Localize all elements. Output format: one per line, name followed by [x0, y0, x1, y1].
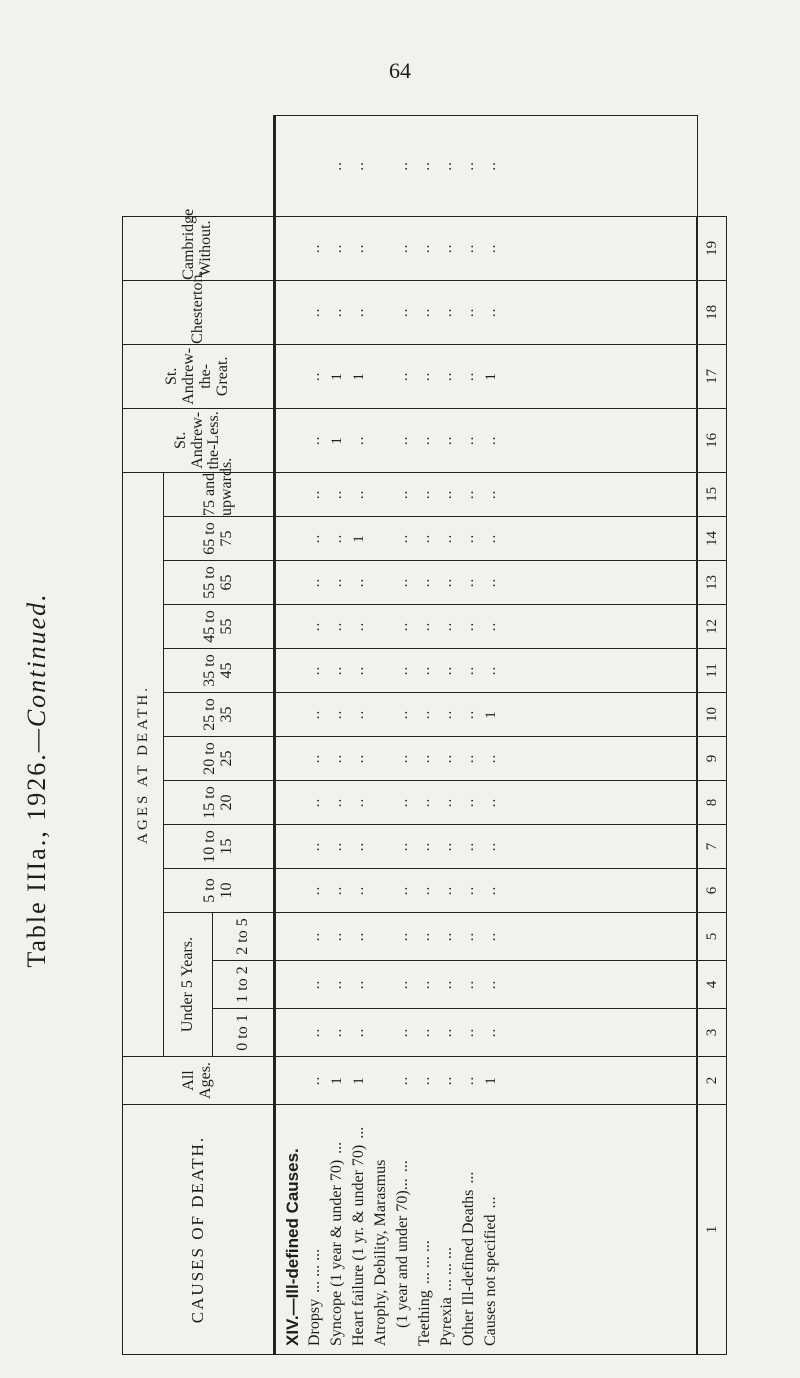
table-cell: ..	[395, 577, 411, 588]
value-column	[275, 280, 698, 344]
cause-label-leader: ... ... ...	[416, 1240, 433, 1285]
table-cell: ..	[329, 243, 345, 254]
table-cell: ..	[329, 533, 345, 544]
value-column	[275, 344, 698, 408]
cause-label	[348, 1113, 370, 1346]
table-cell: ..	[307, 931, 323, 942]
table-cell: ..	[329, 885, 345, 896]
table-cell: ..	[439, 371, 455, 382]
table-cell: ..	[439, 1027, 455, 1038]
table-cell: ..	[483, 307, 499, 318]
cause-label	[304, 1113, 326, 1346]
table-cell: ..	[417, 931, 433, 942]
table-cell: ..	[461, 307, 477, 318]
under5-col-3: 2 to 5	[213, 913, 275, 961]
table-cell: ..	[307, 1075, 323, 1086]
table-cell: ..	[351, 621, 367, 632]
table-cell: ..	[351, 307, 367, 318]
column-number: 4	[697, 961, 727, 1009]
table-cell: ..	[329, 753, 345, 764]
ages-at-death-header: AGES AT DEATH.	[123, 472, 164, 1056]
table-cell	[370, 473, 392, 516]
value-column	[275, 961, 698, 1009]
value-column	[275, 1057, 698, 1105]
table-cell	[370, 869, 392, 912]
value-column	[275, 737, 698, 781]
table-cell: ..	[395, 979, 411, 990]
table-cell: 1	[329, 1076, 345, 1085]
cause-label	[414, 1113, 436, 1346]
table-cell: ..	[461, 1075, 477, 1086]
table-cell: ..	[329, 931, 345, 942]
table-cell	[370, 605, 392, 648]
table-cell	[370, 409, 392, 472]
cause-label-leader: ...	[482, 1196, 499, 1209]
column-number: 16	[697, 408, 727, 472]
cause-label-leader: ... ... ...	[438, 1247, 455, 1292]
cause-label-text: Atrophy, Debility, Marasmus	[372, 1159, 389, 1346]
table-cell: ..	[483, 979, 499, 990]
table-cell: ..	[329, 621, 345, 632]
table-cell: ..	[417, 841, 433, 852]
causes-header: CAUSES OF DEATH.	[123, 1105, 275, 1355]
table-cell: ..	[351, 1027, 367, 1038]
table-cell	[370, 116, 392, 216]
table-cell: ..	[395, 753, 411, 764]
table-cell: ..	[461, 841, 477, 852]
table-cell: ..	[395, 709, 411, 720]
table-cell: ..	[329, 979, 345, 990]
value-column	[275, 649, 698, 693]
table-cell: ..	[395, 665, 411, 676]
column-number: 17	[697, 344, 727, 408]
table-cell: ..	[329, 797, 345, 808]
table-cell: ..	[417, 307, 433, 318]
table-cell: ..	[439, 533, 455, 544]
table-cell: ..	[417, 489, 433, 500]
table-cell: ..	[307, 533, 323, 544]
table-title	[22, 500, 66, 1060]
cause-label	[480, 1113, 502, 1346]
table-cell: ..	[461, 709, 477, 720]
section-heading: XIV.—Ill-defined Causes.	[283, 1148, 302, 1346]
table-cell: ..	[461, 885, 477, 896]
table-cell: ..	[417, 753, 433, 764]
column-number: 10	[697, 693, 727, 737]
table-cell: 1	[351, 1076, 367, 1085]
table-cell: ..	[461, 243, 477, 254]
table-cell: ..	[351, 885, 367, 896]
table-cell: ..	[395, 489, 411, 500]
table-cell: ..	[307, 1027, 323, 1038]
column-number-row	[697, 116, 727, 1355]
table-cell: ..	[461, 1027, 477, 1038]
cause-label-text: (1 year and under 70)...	[394, 1178, 411, 1328]
table-cell: ..	[483, 1027, 499, 1038]
table-cell: ..	[439, 797, 455, 808]
cause-label	[436, 1113, 458, 1346]
age-col-8: 55 to 65	[164, 561, 275, 605]
table-cell: ..	[439, 979, 455, 990]
table-cell: ..	[483, 931, 499, 942]
table-cell: ..	[351, 665, 367, 676]
table-cell: ..	[329, 489, 345, 500]
table-cell: ..	[307, 841, 323, 852]
table-cell: ..	[307, 307, 323, 318]
table-cell	[370, 217, 392, 280]
table-cell: ..	[417, 1027, 433, 1038]
cause-label	[392, 1113, 414, 1346]
table-cell: ..	[395, 841, 411, 852]
cause-label-text: Heart failure (1 yr. & under 70)	[350, 1144, 367, 1346]
page-number: 64	[389, 58, 411, 83]
table-cell: ..	[439, 307, 455, 318]
table-cell: ..	[483, 489, 499, 500]
table-cell	[370, 737, 392, 780]
age-col-9: 65 to 75	[164, 517, 275, 561]
value-column	[275, 913, 698, 961]
table-cell: ..	[329, 665, 345, 676]
table-cell	[370, 345, 392, 408]
cause-label-leader: ... ... ...	[306, 1248, 323, 1293]
table-cell	[304, 116, 326, 216]
value-column	[275, 216, 698, 280]
value-column	[275, 825, 698, 869]
table-title-suffix: —Continued.	[22, 592, 51, 753]
table-cell	[370, 649, 392, 692]
table-cell: ..	[417, 979, 433, 990]
age-col-7: 45 to 55	[164, 605, 275, 649]
table-cell: 1	[351, 372, 367, 381]
table-cell: 1	[483, 710, 499, 719]
value-column	[275, 472, 698, 516]
table-cell: 1	[351, 534, 367, 543]
table-cell: ..	[351, 709, 367, 720]
table-cell	[370, 781, 392, 824]
table-cell: ..	[307, 797, 323, 808]
table-cell: ..	[351, 489, 367, 500]
column-number: 12	[697, 605, 727, 649]
table-cell: ..	[307, 885, 323, 896]
table-cell: ..	[395, 797, 411, 808]
table-cell	[370, 1057, 392, 1104]
table-cell: 1	[329, 372, 345, 381]
table-cell: ..	[329, 577, 345, 588]
table-cell: ..	[307, 665, 323, 676]
value-column	[275, 869, 698, 913]
table-cell: ..	[439, 709, 455, 720]
age-col-6: 35 to 45	[164, 649, 275, 693]
value-column	[275, 561, 698, 605]
table-cell: ..	[351, 931, 367, 942]
value-column	[275, 517, 698, 561]
table-cell: ..	[483, 243, 499, 254]
table-cell: ..	[395, 931, 411, 942]
table-cell: ..	[417, 797, 433, 808]
table-title-main: Table IIIa., 1926.	[22, 752, 51, 968]
table-cell	[370, 1009, 392, 1056]
table-cell: ..	[395, 533, 411, 544]
table-cell: ..	[395, 885, 411, 896]
table-cell: ..	[483, 753, 499, 764]
table-body-row	[275, 116, 698, 1355]
table-cell: ..	[351, 243, 367, 254]
table-cell: ..	[351, 979, 367, 990]
value-column	[275, 693, 698, 737]
cause-label-leader: ...	[460, 1171, 477, 1184]
causes-list	[275, 1105, 698, 1355]
table-cell: ..	[307, 243, 323, 254]
all-ages-header: All Ages.	[123, 1057, 275, 1105]
table-cell	[370, 517, 392, 560]
age-col-1: 5 to 10	[164, 869, 275, 913]
table-cell: ..	[461, 489, 477, 500]
table-cell	[370, 961, 392, 1008]
table-cell: ..	[307, 979, 323, 990]
cause-label-text: Causes not specified	[482, 1214, 499, 1346]
table-cell: ..	[483, 577, 499, 588]
table-cell: ..	[417, 885, 433, 896]
district-col-4: Cambridge Without.	[123, 216, 275, 280]
table-cell: ..	[439, 665, 455, 676]
column-number: 5	[697, 913, 727, 961]
table-cell: ..	[351, 841, 367, 852]
age-col-2: 10 to 15	[164, 825, 275, 869]
table-cell: ..	[395, 243, 411, 254]
table-cell: ..	[439, 243, 455, 254]
table-cell: ..	[483, 435, 499, 446]
table-cell: ..	[461, 931, 477, 942]
table-cell: ..	[329, 709, 345, 720]
cause-label-leader: ...	[328, 1141, 345, 1154]
table-cell: ..	[483, 797, 499, 808]
table-cell: ..	[461, 161, 477, 171]
column-number: 9	[697, 737, 727, 781]
table-cell: ..	[483, 885, 499, 896]
table-cell: ..	[417, 371, 433, 382]
table-cell: ..	[307, 709, 323, 720]
cause-label-text: Syncope (1 year & under 70)	[328, 1159, 345, 1346]
column-number: 14	[697, 517, 727, 561]
table-cell: ..	[395, 435, 411, 446]
table-cell: ..	[439, 931, 455, 942]
table-cell: ..	[461, 753, 477, 764]
value-column	[275, 781, 698, 825]
table-cell: ..	[417, 577, 433, 588]
table-cell: ..	[417, 243, 433, 254]
column-number: 8	[697, 781, 727, 825]
table-cell: ..	[351, 435, 367, 446]
table-cell: ..	[461, 577, 477, 588]
column-number: 7	[697, 825, 727, 869]
rotated-table-wrapper	[122, 115, 727, 1355]
table-cell: ..	[461, 533, 477, 544]
table-cell	[370, 825, 392, 868]
cause-label-text: Pyrexia	[438, 1297, 455, 1346]
column-number: 1	[697, 1105, 727, 1355]
table-cell: ..	[307, 435, 323, 446]
under5-col-1: 0 to 1	[213, 1009, 275, 1057]
table-cell: 1	[329, 436, 345, 445]
table-cell: ..	[395, 371, 411, 382]
table-cell: ..	[461, 797, 477, 808]
table-cell: ..	[417, 621, 433, 632]
column-number: 18	[697, 280, 727, 344]
table-cell: ..	[395, 621, 411, 632]
table-cell: ..	[329, 841, 345, 852]
table-cell: ..	[351, 161, 367, 171]
table-cell: ..	[329, 161, 345, 171]
table-cell: ..	[439, 161, 455, 171]
table-cell: ..	[307, 577, 323, 588]
table-cell: ..	[395, 307, 411, 318]
table-cell: ..	[417, 435, 433, 446]
under-5-header: Under 5 Years.	[164, 913, 213, 1057]
district-col-1: St. Andrew-the-Less.	[123, 408, 275, 472]
column-number: 13	[697, 561, 727, 605]
table-cell: ..	[483, 621, 499, 632]
table-cell: ..	[417, 665, 433, 676]
column-number: 15	[697, 472, 727, 516]
district-col-3: Chesterton.	[123, 280, 275, 344]
table-cell: ..	[395, 161, 411, 171]
table-cell: ..	[329, 1027, 345, 1038]
table-cell: ..	[439, 841, 455, 852]
column-number: 3	[697, 1009, 727, 1057]
value-column	[275, 1009, 698, 1057]
table-cell	[370, 693, 392, 736]
under5-col-2: 1 to 2	[213, 961, 275, 1009]
table-cell: ..	[439, 435, 455, 446]
age-col-5: 25 to 35	[164, 693, 275, 737]
table-cell: ..	[351, 753, 367, 764]
cause-label-text: Teething	[416, 1290, 433, 1346]
column-number: 6	[697, 869, 727, 913]
cause-label-text: Dropsy	[306, 1298, 323, 1346]
table-cell: ..	[307, 489, 323, 500]
table-cell: ..	[395, 1027, 411, 1038]
table-cell	[370, 281, 392, 344]
table-cell: ..	[307, 753, 323, 764]
table-cell	[370, 913, 392, 960]
table-cell: ..	[417, 161, 433, 171]
table-cell: ..	[439, 753, 455, 764]
mortality-table	[122, 115, 727, 1355]
table-cell: 1	[483, 372, 499, 381]
table-cell: ..	[483, 533, 499, 544]
table-cell: ..	[329, 307, 345, 318]
table-cell: 1	[483, 1076, 499, 1085]
table-cell: ..	[417, 533, 433, 544]
district-col-2: St. Andrew-the-Great.	[123, 344, 275, 408]
table-cell: ..	[395, 1075, 411, 1086]
table-cell: ..	[351, 577, 367, 588]
value-column	[275, 116, 698, 217]
table-cell: ..	[417, 1075, 433, 1086]
table-cell: ..	[439, 621, 455, 632]
table-cell: ..	[483, 161, 499, 171]
cause-label	[326, 1113, 348, 1346]
table-cell: ..	[307, 621, 323, 632]
column-number: 2	[697, 1057, 727, 1105]
table-cell: ..	[439, 1075, 455, 1086]
table-cell: ..	[461, 979, 477, 990]
table-cell: ..	[417, 709, 433, 720]
table-cell: ..	[461, 621, 477, 632]
table-cell: ..	[439, 577, 455, 588]
table-cell: ..	[483, 841, 499, 852]
value-column	[275, 605, 698, 649]
table-cell: ..	[351, 797, 367, 808]
cause-label	[458, 1113, 480, 1346]
table-cell: ..	[461, 665, 477, 676]
column-number: 11	[697, 649, 727, 693]
column-number: 19	[697, 216, 727, 280]
value-column	[275, 408, 698, 472]
cause-label	[370, 1113, 392, 1346]
cause-label-text: Other Ill-defined Deaths	[460, 1189, 477, 1346]
age-col-3: 15 to 20	[164, 781, 275, 825]
age-col-10: 75 and upwards.	[164, 472, 275, 516]
cause-label-leader: ...	[394, 1160, 411, 1173]
table-cell: ..	[439, 885, 455, 896]
table-cell: ..	[483, 665, 499, 676]
table-cell	[370, 561, 392, 604]
table-cell: ..	[461, 435, 477, 446]
table-cell: ..	[439, 489, 455, 500]
table-cell: ..	[307, 371, 323, 382]
cause-label-leader: ...	[350, 1126, 367, 1139]
table-cell: ..	[461, 371, 477, 382]
age-col-4: 20 to 25	[164, 737, 275, 781]
